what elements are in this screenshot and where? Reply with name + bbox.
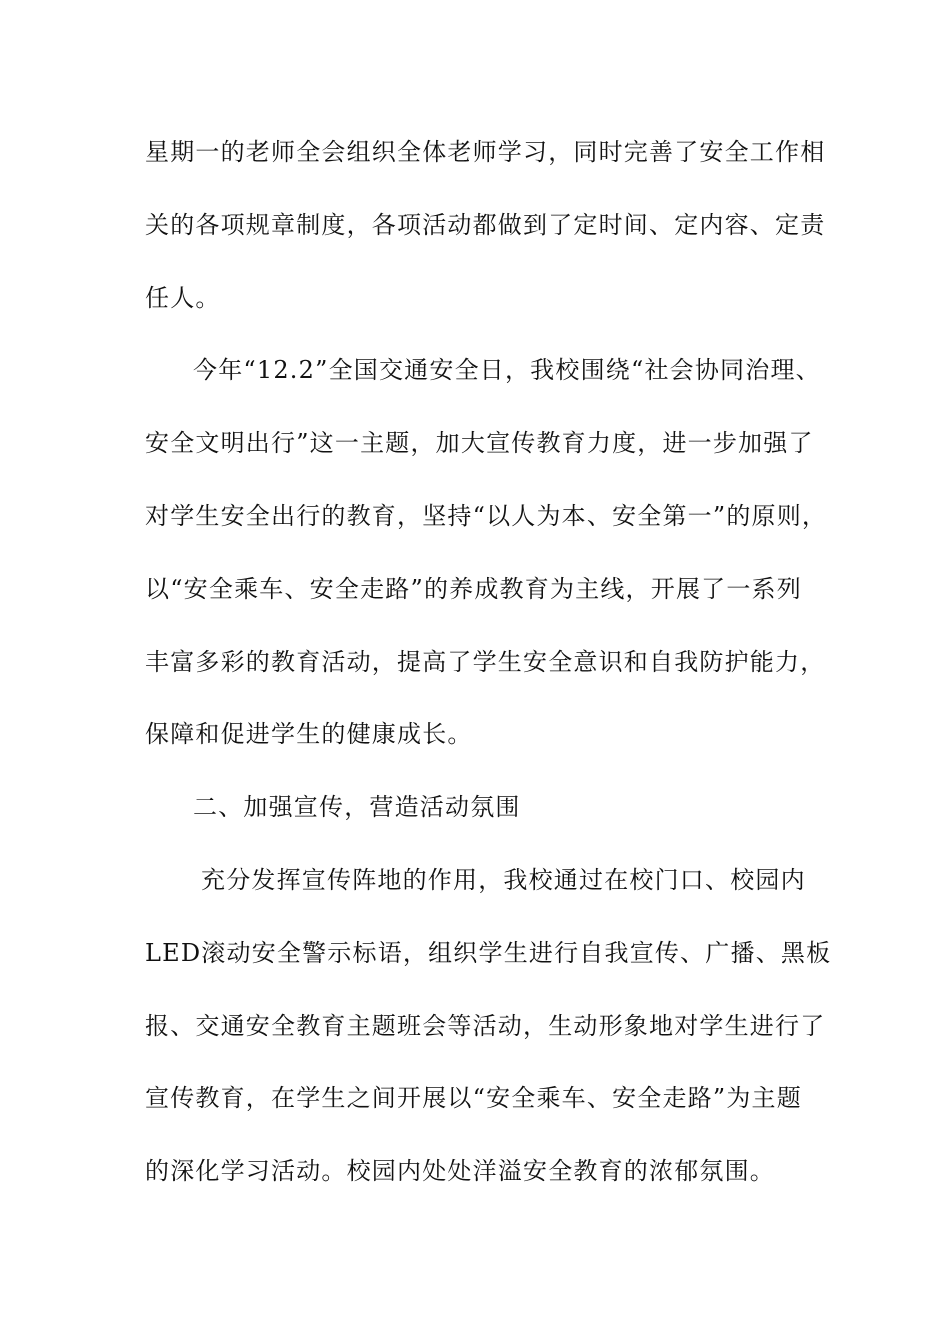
paragraph-line: 今年“12.2”全国交通安全日，我校围绕“社会协同治理、 bbox=[193, 356, 821, 385]
document-body bbox=[145, 128, 832, 1220]
paragraph-line: 以“安全乘车、安全走路”的养成教育为主线，开展了一系列 bbox=[145, 574, 802, 603]
paragraph-line: 丰富多彩的教育活动，提高了学生安全意识和自我防护能力， bbox=[145, 647, 826, 676]
paragraph-line: 对学生安全出行的教育，坚持“以人为本、安全第一”的原则， bbox=[145, 501, 828, 530]
paragraph-line: 的深化学习活动。校园内处处洋溢安全教育的浓郁氛围。 bbox=[145, 1157, 775, 1186]
section-heading: 二、加强宣传，营造活动氛围 bbox=[193, 793, 521, 822]
paragraph-line: 报、交通安全教育主题班会等活动，生动形象地对学生进行了 bbox=[145, 1011, 826, 1040]
paragraph-line: 星期一的老师全会组织全体老师学习，同时完善了安全工作相 bbox=[145, 138, 826, 166]
paragraph-line: 安全文明出行”这一主题，加大宣传教育力度，进一步加强了 bbox=[145, 429, 814, 458]
paragraph-line: 宣传教育，在学生之间开展以“安全乘车、安全走路”为主题 bbox=[145, 1084, 802, 1113]
paragraph-line: 充分发挥宣传阵地的作用，我校通过在校门口、校园内 bbox=[201, 865, 806, 894]
paragraph-line: 关的各项规章制度，各项活动都做到了定时间、定内容、定责 bbox=[145, 210, 826, 239]
paragraph-line: LED滚动安全警示标语，组织学生进行自我宣传、广播、黑板 bbox=[145, 938, 832, 967]
paragraph-line: 保障和促进学生的健康成长。 bbox=[145, 720, 473, 749]
paragraph-line: 任人。 bbox=[145, 283, 221, 312]
